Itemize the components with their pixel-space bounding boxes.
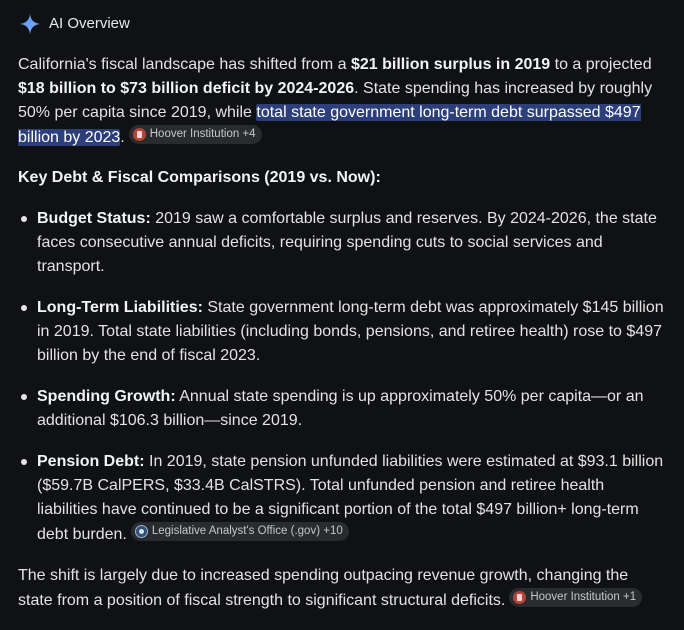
list-item: [18, 450, 666, 547]
source-chip-hoover[interactable]: [129, 125, 262, 144]
deficit-emphasis: $18 billion to $73 billion deficit by 2024-2026: [18, 80, 355, 97]
comparison-list: [18, 207, 666, 547]
bullet-icon: [21, 394, 27, 400]
list-item-text: In 2019, state pension unfunded liabilities were estimated at $93.1 billion ($59.7B CalPERS, $33.4B CalSTRS). Total unfunded pension and retiree health liabilities have continued to be a significant portion of the total $497 billion+ long-term debt burden.: [37, 453, 664, 543]
list-item-label: Budget Status:: [37, 210, 151, 227]
bullet-icon: [21, 216, 27, 222]
source-chip-lao[interactable]: [131, 522, 349, 541]
lao-logo-icon: [135, 525, 148, 538]
source-chip-hoover-2[interactable]: [509, 588, 642, 607]
source-chip-label: Hoover Institution +1: [530, 591, 637, 603]
closing-paragraph: The shift is largely due to increased spending outpacing revenue growth, changing the state from a position of fiscal strength to significant structural deficits. Hoover Institution +1: [18, 564, 666, 613]
surplus-emphasis: $21 billion surplus in 2019: [351, 56, 551, 73]
section-heading: Key Debt & Fiscal Comparisons (2019 vs. Now):: [18, 169, 381, 186]
list-item: [18, 385, 666, 433]
ai-overview-header: [18, 12, 666, 36]
list-item-text: 2019 saw a comfortable surplus and reserves. By 2024-2026, the state faces consecutive annual deficits, requiring spending cuts to social services and transport.: [37, 210, 657, 275]
source-chip-label: Hoover Institution +4: [149, 128, 256, 140]
sparkle-icon: [19, 13, 41, 35]
list-item: [18, 296, 666, 368]
hoover-logo-icon: [513, 591, 526, 604]
list-item-text: Annual state spending is up approximately 50% per capita—or an additional $106.3 billion—since 2019.: [37, 388, 644, 429]
intro-paragraph: California's fiscal landscape has shifted from a $21 billion surplus in 2019 to a projected $18 billion to $73 billion deficit by 2024-2026. State spending has increased by roughly 50% per capita since 2019, while total state government long-term debt surpassed $497 billion by 2023. Hoover Institution +4: [18, 56, 653, 146]
bullet-icon: [21, 459, 27, 465]
bullet-icon: [21, 305, 27, 311]
hoover-logo-icon: [133, 128, 146, 141]
list-item-text: State government long-term debt was approximately $145 billion in 2019. Total state liabilities (including bonds, pensions, and retiree health) rose to $497 billion by the end of fiscal 2023.: [37, 299, 664, 364]
highlighted-claim[interactable]: total state government long-term debt surpassed $497 billion by 2023: [18, 104, 641, 146]
list-item-label: Long-Term Liabilities:: [37, 299, 203, 316]
source-chip-label: Legislative Analyst's Office (.gov) +10: [151, 525, 343, 537]
list-item-label: Pension Debt:: [37, 453, 145, 470]
list-item: [18, 207, 666, 279]
ai-overview-title: AI Overview: [49, 15, 130, 32]
list-item-label: Spending Growth:: [37, 388, 176, 405]
